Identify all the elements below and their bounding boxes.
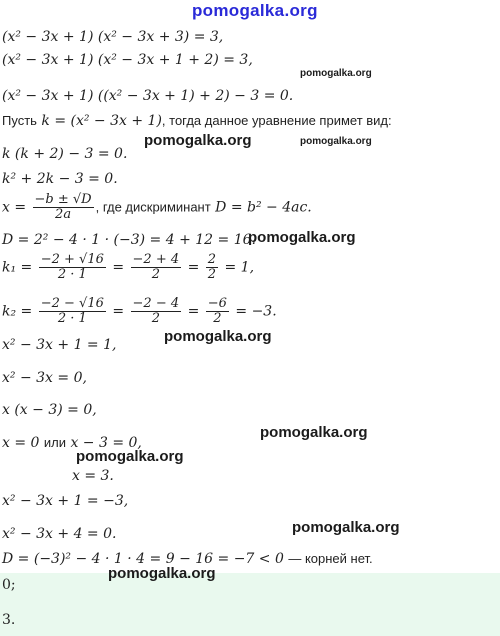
discriminant-line: D = 2² − 4 · 1 · (−3) = 4 + 12 = 16. [2,232,256,248]
root-formula-left: x = [2,199,27,216]
answer-1: 0; [2,577,16,593]
k2-fraction-2-den: 2 [151,311,160,326]
k2-fraction-3-num: −6 [207,296,227,311]
equation-line-13: x (x − 3) = 0, [2,402,97,418]
no-roots-text: — корней нет. [288,551,373,566]
root-formula-denominator: 2a [55,207,72,222]
k1-fraction-3-num: 2 [207,252,217,267]
k2-fraction-2-num: −2 − 4 [132,296,180,311]
equation-line-17: x² − 3x + 4 = 0. [2,526,117,542]
equation-line-1: (x² − 3x + 1) (x² − 3x + 3) = 3, [2,29,224,45]
watermark-6: pomogalka.org [292,519,400,536]
root-formula-suffix: , где дискриминант [95,199,211,215]
k2-fraction-1 [39,297,106,326]
watermark-small-1: pomogalka.org [300,68,372,79]
k1-fraction-1-den: 2 · 1 [57,267,87,282]
equation-line-3: (x² − 3x + 1) ((x² − 3x + 1) + 2) − 3 = 0. [2,88,294,104]
k1-fraction-1 [39,253,106,282]
substitution-suffix: , тогда данное уравнение примет вид: [161,113,392,128]
k2-fraction-1-num: −2 − √16 [40,296,104,311]
discriminant-formula: D = b² − 4ac. [215,199,312,216]
answer-panel [0,573,500,636]
k1-left: k₁ = [2,259,33,276]
equation-line-12: x² − 3x = 0, [2,370,87,386]
equation-line-5: k (k + 2) − 3 = 0. [2,146,128,162]
k1-fraction-2 [131,253,182,282]
k1-fraction-3-den: 2 [207,267,217,282]
substitution-prefix: Пусть [2,113,37,128]
answer-2: 3. [2,612,16,628]
watermark-small-2: pomogalka.org [300,136,372,147]
k2-fraction-1-den: 2 · 1 [57,311,87,326]
equation-line-15: x = 3. [72,468,114,484]
watermark-3: pomogalka.org [164,328,272,345]
root-formula-fraction [33,193,94,222]
k2-end: = −3. [235,303,277,320]
watermark-top: pomogalka.org [192,1,318,20]
watermark-2: pomogalka.org [248,229,356,246]
k2-left: k₂ = [2,303,33,320]
k1-fraction-2-num: −2 + 4 [132,252,180,267]
root-formula-numerator: −b ± √D [34,192,92,207]
k1-line: k₁ = $\frac{-2 + √16}{2 \cdot 1}$ = $\frac{-2 + 4}{2}$ = $\frac{2}{2}$ = 1, [2,252,255,282]
k2-fraction-3-den: 2 [213,311,222,326]
watermark-5: pomogalka.org [76,448,184,465]
equation-line-16: x² − 3x + 1 = −3, [2,493,129,509]
watermark-1: pomogalka.org [144,132,252,149]
k1-fraction-1-num: −2 + √16 [40,252,104,267]
k2-fraction-2 [131,297,182,326]
discriminant-negative-math: D = (−3)² − 4 · 1 · 4 = 9 − 16 = −7 < 0 [2,551,284,567]
equation-line-11: x² − 3x + 1 = 1, [2,337,117,353]
substitution-math: k = (x² − 3x + 1) [41,113,162,129]
or-word: или [43,435,66,450]
watermark-4: pomogalka.org [260,424,368,441]
k2-line: k₂ = $\frac{-2 - √16}{2 \cdot 1}$ = $\frac{-2 - 4}{2}$ = $\frac{-6}{2}$ = −3. [2,296,277,326]
watermark-7: pomogalka.org [108,565,216,582]
equation-line-2: (x² − 3x + 1) (x² − 3x + 1 + 2) = 3, [2,52,253,68]
root-x-zero: x = 0 [2,435,40,451]
root-x-minus-three: x − 3 = 0, [70,435,142,451]
equation-line-6: k² + 2k − 3 = 0. [2,171,118,187]
k1-fraction-3 [206,253,218,282]
substitution-line [2,113,392,129]
root-formula-line [2,193,312,222]
k1-end: = 1, [224,259,255,276]
k2-fraction-3 [206,297,229,326]
k1-fraction-2-den: 2 [151,267,160,282]
